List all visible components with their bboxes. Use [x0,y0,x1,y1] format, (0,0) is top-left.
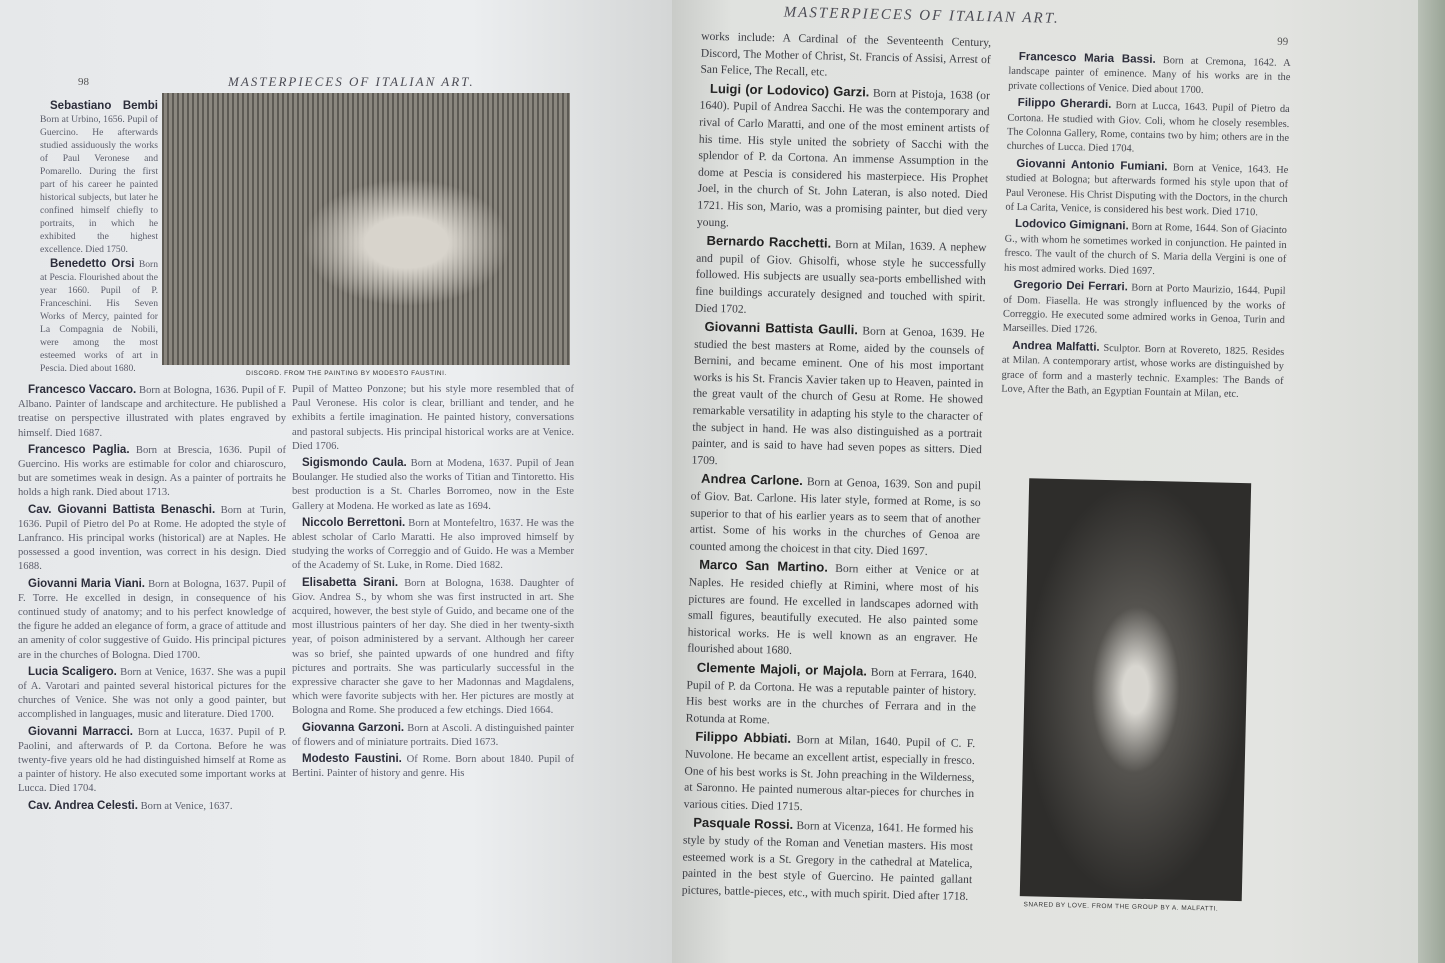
side-column [40,100,158,377]
artist-name: Francesco Vaccaro. [28,384,137,396]
artist-bio: Born at Turin, 1636. Pupil of Pietro del Po at Rome. He adopted the style of Lanfranco. His principal works (historical) are at Naples. He possessed a good invention, was correct in his design. Died 1688. [18,504,287,573]
artist-entry [1007,96,1290,161]
artist-entry [689,471,981,562]
artist-bio: Of Rome. Born about 1840. Pupil of Bertini. Painter of history and genre. His [292,754,574,780]
artist-bio: works include: A Cardinal of the Seventeenth Century, Discord, The Mother of Christ, St. Francis of Assisi, Arrest of San Felice, The Recall, etc. [700,29,992,79]
artist-entry [18,383,286,441]
artist-name: Benedetto Orsi [50,258,135,270]
artist-bio: Pupil of Matteo Ponzone; but his style more resembled that of Paul Veronese. His color is clear, brilliant and tender, and he exhibits a fertile imagination. He painted history, conversations and pastoral subjects. His principal historical works are at Venice. Died 1706. [292,384,574,452]
artist-entry [292,752,574,781]
artist-bio: Born at Bologna, 1638. Daughter of Giov. Andrea S., by whom she was first instructed in art. She acquired, however, the best style of Guido, and became one of the most illustrious painters of her day. She died in her twenty-sixth year, of poison administered by a servant. Although her career was so brief, she painted upwards of one hundred and fifty pictures and portraits. She was particularly successful in the expressive character she gave to her Madonnas and Magdalens, which were favorite subjects with her. Her pictures are mostly at Bologna and Rome. She produced a few etchings. Died 1664. [292,577,574,717]
artist-entry [1004,217,1287,282]
artist-name: Giovanni Antonio Fumiani. [1016,157,1168,174]
page-number: 99 [1277,35,1289,48]
artist-name: Elisabetta Sirani. [302,576,399,589]
artist-name: Andrea Carlone. [700,471,803,489]
artist-entry [687,557,979,664]
artist-entry [292,383,574,454]
artist-entry [697,80,990,237]
artist-entry [1005,156,1288,221]
artist-entry [1002,278,1285,343]
artist-name: Giovanni Battista Gaulli. [704,318,859,338]
book-cover-edge [1418,0,1445,963]
artist-entry [292,721,574,750]
artist-bio: Sculptor. Born at Rovereto, 1825. Resides at Milan. A contemporary artist, whose works are distinguished by grace of form and a masterly technic. Examples: The Bands of Love, After the Bath, an Egyptian Fountain at Milan, etc. [1001,342,1285,400]
artist-bio: Born at Urbino, 1656. Pupil of Guercino. He afterwards studied assiduously the works of Paul Veronese and Pomarello. During the first part of his career he painted historical subjects, but later he confined himself chiefly to portraits, in which he exhibited the highest excellence. Died 1750. [40,114,158,255]
right-page [672,0,1420,963]
artist-entry [18,443,286,501]
artist-bio: Born at Vicenza, 1641. He formed his style by study of the Roman and Venetian masters. His most esteemed work is a St. Gregory in the cathedral at Matelica, painted in the best style of Guercino. He painted gallant pictures, battle-pieces, etc., with much spirit. Died after 1718. [681,819,974,903]
artist-bio: Born at Genoa, 1639. Son and pupil of Giov. Bat. Carlone. His later style, formed at Rome, is so superior to that of his earlier years as to seem that of another artist. Some of his works in the churches of Genoa are counted among the choicest in that city. Died 1697. [689,475,982,558]
artist-name: Giovanna Garzoni. [302,721,405,734]
artist-entry [691,319,984,476]
artist-name: Gregorio Dei Ferrari. [1013,278,1128,294]
artist-bio: Born at Lucca, 1637. Pupil of P. Paolini, and afterwards of P. da Cortona. Before he was twenty-five years old he had distinguished himself at Rome as a painter of history. He also executed some important works at Lucca. Died 1704. [18,726,286,795]
artist-name: Clemente Majoli, or Majola. [696,659,868,679]
artist-name: Filippo Abbiati. [695,729,792,747]
artist-entry [695,233,987,324]
column-1 [682,29,992,908]
artist-entry [1008,50,1291,101]
column-2 [1001,50,1291,406]
sculpture-illustration-snared-by-love [1020,478,1251,901]
artist-bio: Born at Venice, 1637. She was a pupil of A. Varotari and painted several historical pictures for the churches of Venice. She was not only a good painter, but accomplished in languages, music and literature. Died 1700. [18,666,286,721]
artist-entry [18,665,286,723]
artist-name: Giovanni Maria Viani. [28,577,145,590]
artist-entry [18,577,286,663]
image-caption: DISCORD. FROM THE PAINTING BY MODESTO FAUSTINI. [246,370,447,377]
artist-bio: Born at Milan, 1639. A nephew and pupil of Giov. Ghisolfi, whose style he successfully followed. His subjects are usually sea-ports embellished with fine buildings accurately designed and touched with spirit. Died 1702. [694,237,987,316]
artist-bio: Born at Pistoja, 1638 (or 1640). Pupil of Andrea Sacchi. He was the contemporary and rival of Carlo Maratti, and one of the most eminent artists of his time. His style united the sobriety of Sacchi with the splendor of P. da Cortona. An immense Assumption in the dome at Pescia is considered his masterpiece. His Prophet Joel, in the church of St. John Lateran, is also noted. Died 1721. His son, Mario, was a promising painter, but died very young. [696,86,991,229]
artist-entry [1001,338,1284,403]
left-page [0,0,672,963]
artist-name: Filippo Gherardi. [1017,97,1112,112]
column-2 [292,383,574,783]
running-header: MASTERPIECES OF ITALIAN ART. [228,74,475,89]
artist-name: Giovanni Marracci. [28,725,133,738]
artist-entry [292,516,574,574]
artist-bio: Born at Venice, 1643. He studied at Bologna; but afterwards formed his style upon that of Paul Veronese. His Christ Disputing with the Doctors, in the church of La Carita, Venice, is considered his best work. Died 1710. [1005,162,1289,219]
column-1 [18,383,286,816]
artist-bio: Born at Rome, 1644. Son of Giacinto G., with whom he sometimes worked in conjunction. He painted in fresco. The vault of the church of S. Maria della Vergini is one of his most admired works. Died 1697. [1003,221,1288,277]
artist-bio: Born at Ascoli. A distinguished painter of flowers and of miniature portraits. Died 1673. [292,722,574,748]
artist-name: Sebastiano Bembi [50,100,158,112]
page-number: 98 [78,76,89,88]
artist-bio: Born at Lucca, 1643. Pupil of Pietro da Cortona. He studied with Giov. Coli, whom he closely resembles. The Colonna Gallery, Rome, contains two by him; others are in the churches of Lucca. Died 1704. [1006,100,1290,155]
artist-bio: Born at Ferrara, 1640. Pupil of P. da Cortona. He was a reputable painter of history. His best works are in the churches of Ferrara and in the Rotunda at Rome. [685,665,977,727]
artist-entry [292,576,574,719]
artist-name: Francesco Maria Bassi. [1018,50,1156,66]
artist-bio: Born at Bologna, 1637. Pupil of F. Torre. He excelled in design, in consequence of his continued study of anatomy; and to his perfect knowledge of the figure he added an elegance of form, a grace of attitude and an amenity of color suggestive of Guido. His principal pictures are in the churches of Bologna. Died 1700. [18,578,287,661]
artist-name: Modesto Faustini. [302,753,402,766]
artist-bio: Born at Montefeltro, 1637. He was the ablest scholar of Carlo Maratti. He also improved himself by studying the works of Correggio and of Guido. He was a Member of the Academy of St. Luke, in Rome. Died 1682. [292,517,574,572]
artist-entry [684,729,976,820]
artist-name: Niccolo Berrettoni. [302,516,406,529]
artist-bio: Born at Venice, 1637. [140,800,233,812]
artist-bio: Born at Bologna, 1636. Pupil of F. Albano. Painter of landscape and architecture. He published a treatise on perspective illustrated with plates engraved by himself. Died 1687. [18,385,286,439]
artist-name: Pasquale Rossi. [693,815,794,833]
painting-illustration-discord [162,93,570,365]
artist-entry [18,799,286,814]
artist-name: Marco San Martino. [699,557,829,576]
artist-bio: Born at Milan, 1640. Pupil of C. F. Nuvolone. He became an excellent artist, especially in fresco. One of his best works is St. John preaching in the Wilderness, at Saronno. He painted numerous altar-pieces for churches in various cities. Died 1715. [683,733,976,813]
image-caption: SNARED BY LOVE. FROM THE GROUP BY A. MALFATTI. [1023,901,1219,913]
artist-bio: Born at Pescia. Flourished about the year 1660. Pupil of P. Franceschini. His Seven Works of Mercy, painted for La Compagnia de Nobili, were among the most esteemed works of art in Pescia. Died about 1680. [40,259,158,374]
artist-bio: Born at Genoa, 1639. He studied the best masters at Rome, aided by the counsels of Bernini, and became eminent. One of his most important works is his St. Francis Xavier taken up to Heaven, painted in the great vault of the church of Gesu at Rome. He showed remarkable versatility in adapting his style to the character of the subject in hand. He was also distinguished as a portrait painter, and is said to have had seven popes as sitters. Died 1709. [691,324,985,467]
artist-entry [686,659,977,733]
artist-name: Luigi (or Lodovico) Garzi. [709,80,870,100]
artist-entry [18,503,286,575]
artist-name: Andrea Malfatti. [1012,339,1100,354]
artist-name: Cav. Andrea Celesti. [28,799,138,812]
artist-bio: Born at Brescia, 1636. Pupil of Guercino. His works are estimable for color and chiaroscuro, but are sometimes weak in design. As a painter of portraits he holds a high rank. Died about 1713. [18,444,286,499]
artist-entry [700,29,991,85]
artist-entry [18,725,286,797]
artist-entry [40,258,158,375]
artist-name: Bernardo Racchetti. [706,232,832,251]
artist-name: Lucia Scaligero. [28,665,117,678]
artist-bio: Born at Cremona, 1642. A landscape painter of eminence. Many of his works are in the private collections of Venice. Died about 1700. [1008,55,1291,96]
artist-name: Cav. Giovanni Battista Benaschi. [28,503,216,516]
artist-entry [682,815,974,906]
artist-entry [40,100,158,256]
artist-bio: Born either at Venice or at Naples. He resided chiefly at Rimini, where most of his pictures are found. He excelled in landscapes adorned with small figures, beautifully executed. He also painted some historical works. He is well known as an engraver. He flourished about 1680. [687,562,980,658]
artist-name: Sigismondo Caula. [302,457,407,470]
artist-bio: Born at Modena, 1637. Pupil of Jean Boulanger. He studied also the works of Titian and Tintoretto. His best production is a St. Charles Borromeo, now in the Este Gallery at Modena. He worked as late as 1694. [292,458,574,512]
artist-name: Francesco Paglia. [28,443,130,456]
artist-name: Lodovico Gimignani. [1014,218,1129,233]
artist-entry [292,456,574,514]
running-header: MASTERPIECES OF ITALIAN ART. [783,4,1060,27]
artist-bio: Born at Porto Maurizio, 1644. Pupil of Dom. Fiasella. He was strongly influenced by the works of Correggio. He executed some admired works in Genoa, Turin and Marseilles. Died 1726. [1002,282,1286,337]
